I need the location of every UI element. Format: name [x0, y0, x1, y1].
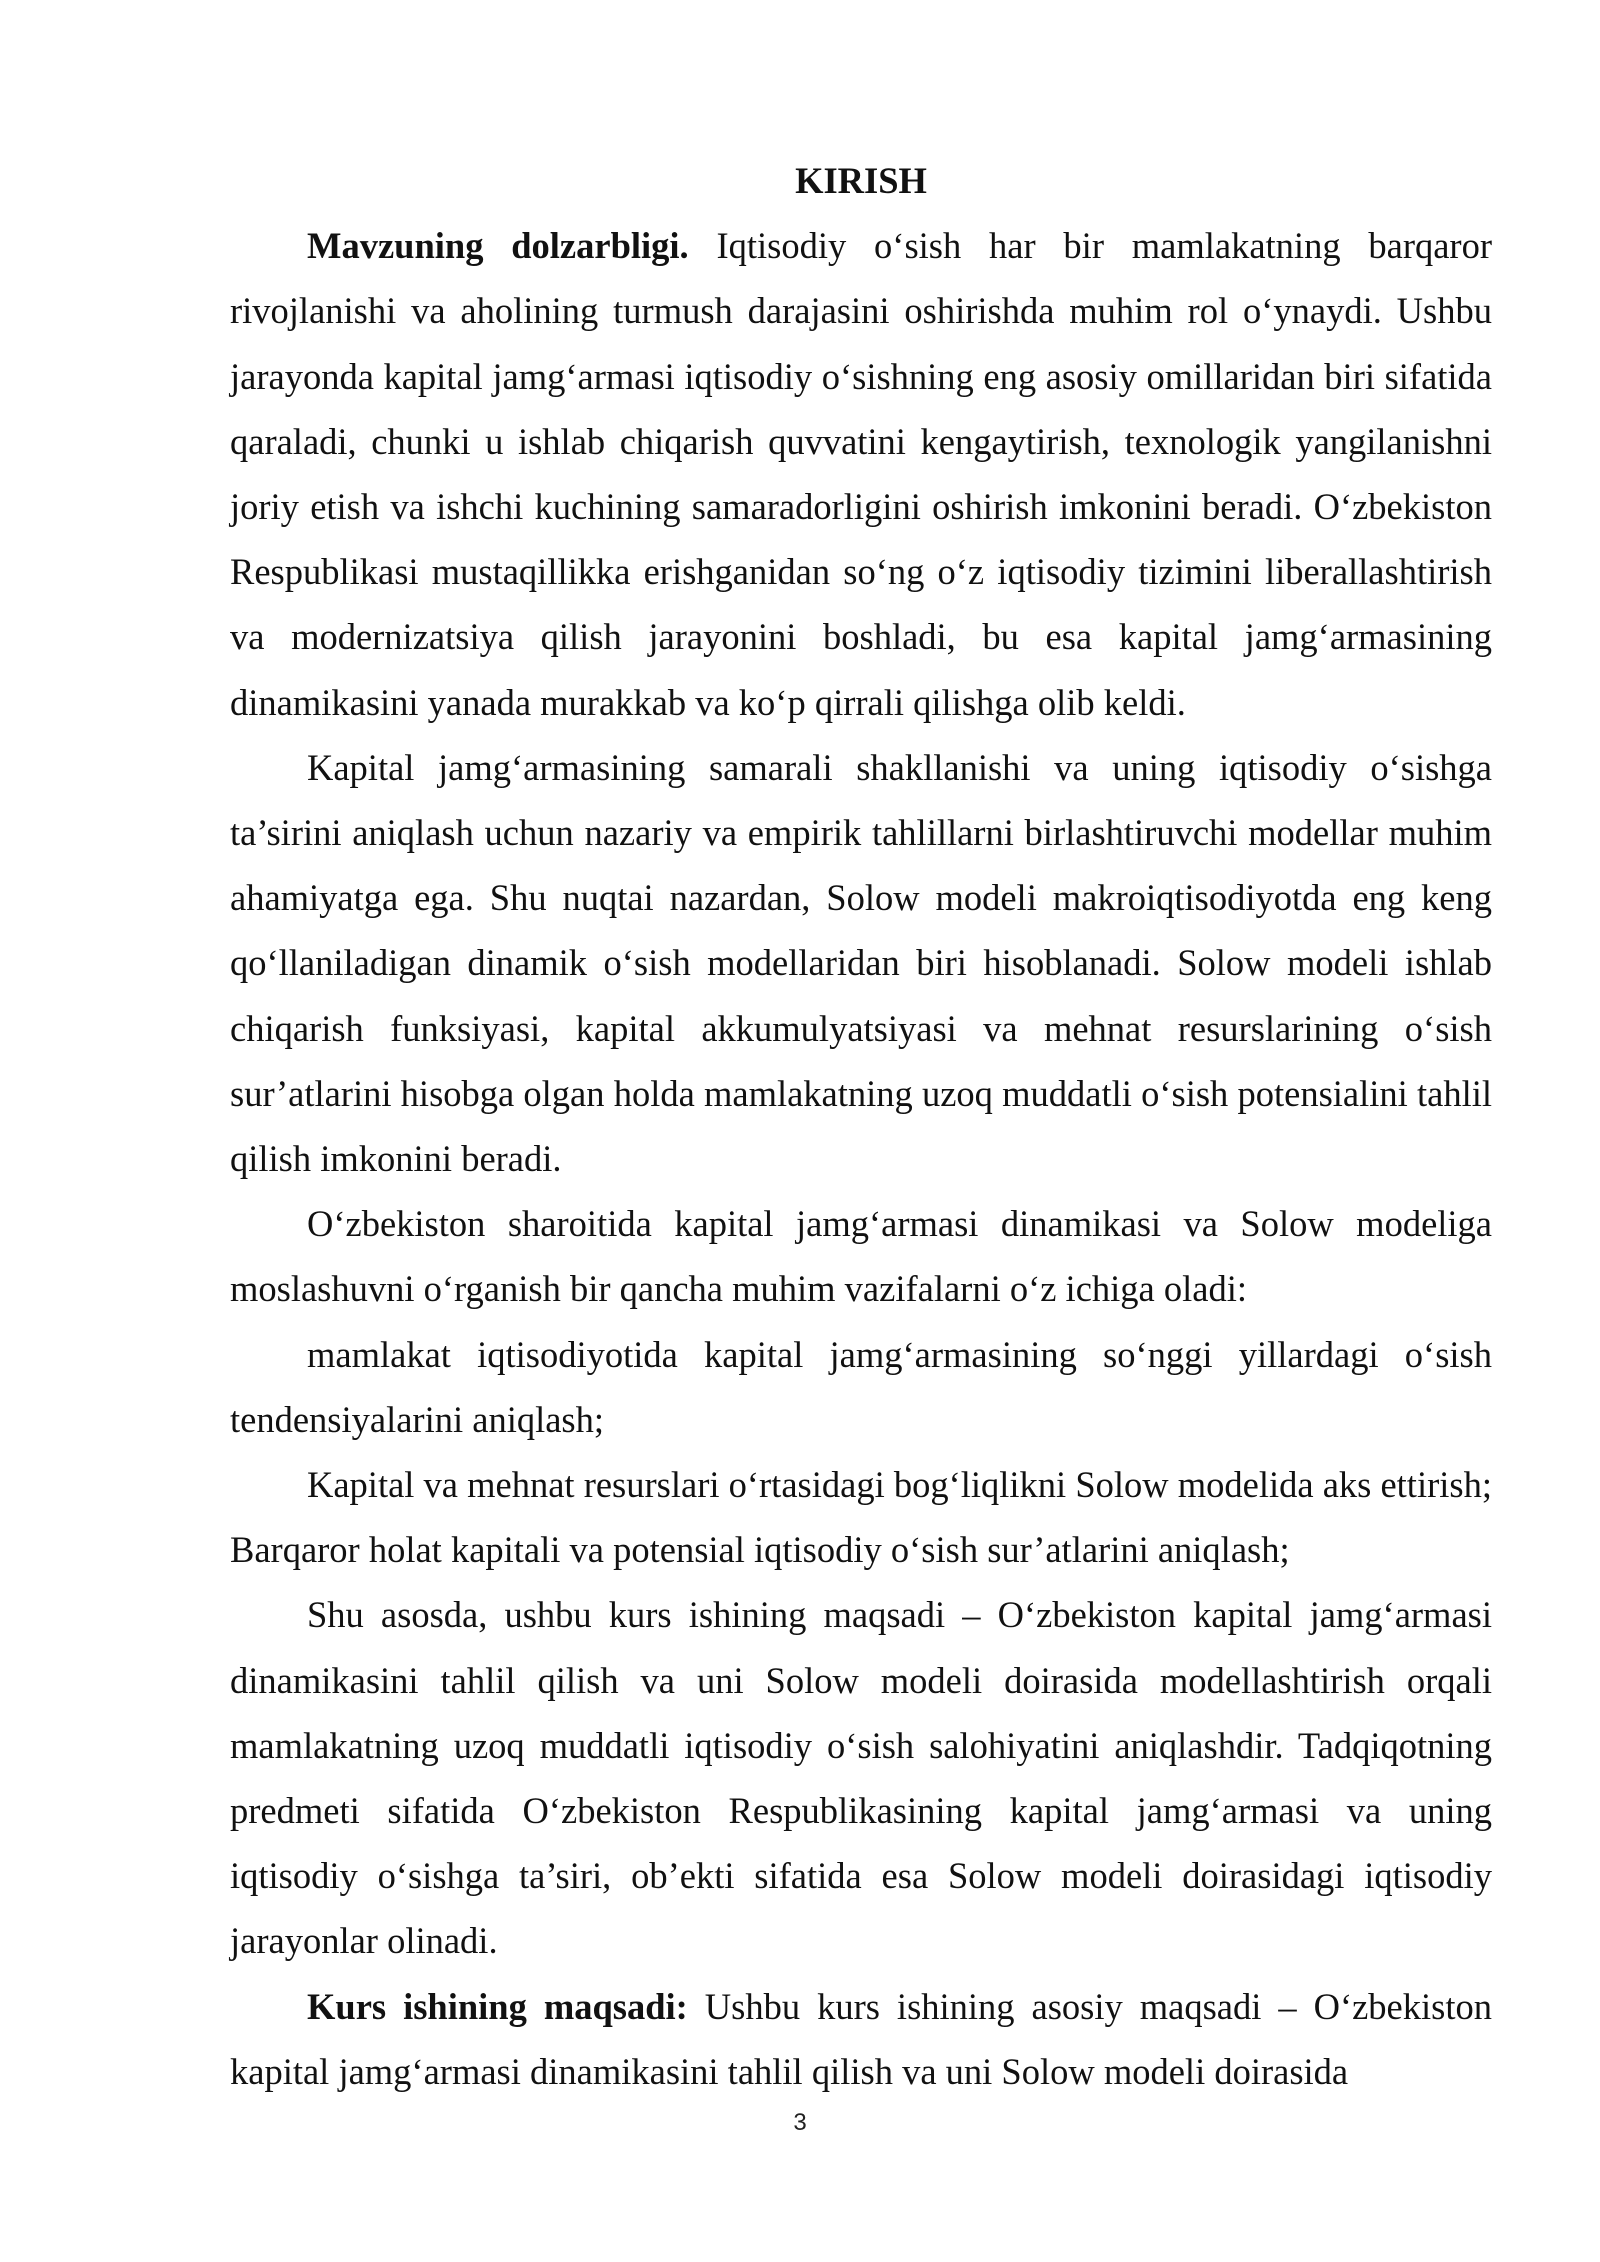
page-body: [230, 148, 1492, 2104]
page-heading: KIRISH: [795, 160, 927, 201]
paragraph-task-1: [230, 1322, 1492, 1452]
paragraph-text: mamlakat iqtisodiyotida kapital jamg‘armasining so‘nggi yillardagi o‘sish tendensiyalarini aniqlash;: [230, 1333, 1492, 1440]
paragraph-text: Kapital jamg‘armasining samarali shakllanishi va uning iqtisodiy o‘sishga ta’sirini aniqlash uchun nazariy va empirik tahlillarni birlashtiruvchi modellar muhim ahamiyatga ega. Shu nuqtai nazardan, Solow modeli makroiqtisodiyotda eng keng qo‘llaniladigan dinamik o‘sish modellaridan biri hisoblanadi. Solow modeli ishlab chiqarish funksiyasi, kapital akkumulyatsiyasi va mehnat resurslarining o‘sish sur’atlarini hisobga olgan holda mamlakatning uzoq muddatli o‘sish potensialini tahlil qilish imkonini beradi.: [230, 746, 1492, 1180]
paragraph-text: Kapital va mehnat resurslari o‘rtasidagi bog‘liqlikni Solow modelida aks ettirish; Barqaror holat kapitali va potensial iqtisodiy o‘sish sur’atlarini aniqlash;: [230, 1464, 1492, 1571]
paragraph-task-2: [230, 1452, 1492, 1582]
paragraph-relevance: [230, 213, 1492, 735]
paragraph-lead: Kurs ishining maqsadi:: [307, 1985, 688, 2027]
paragraph-purpose-subject: [230, 1582, 1492, 1973]
paragraph-lead: Mavzuning dolzarbligi.: [307, 225, 689, 267]
paragraph-text: Shu asosda, ushbu kurs ishining maqsadi – O‘zbekiston kapital jamg‘armasi dinamikasini tahlil qilish va uni Solow modeli doirasida modellashtirish orqali mamlakatning uzoq muddatli iqtisodiy o‘sish salohiyatini aniqlashdir. Tadqiqotning predmeti sifatida O‘zbekiston Respublikasining kapital jamg‘armasi va uning iqtisodiy o‘sishga ta’siri, ob’ekti sifatida esa Solow modeli doirasidagi iqtisodiy jarayonlar olinadi.: [230, 1594, 1492, 1962]
paragraph-tasks-intro: [230, 1191, 1492, 1321]
paragraph-text: Iqtisodiy o‘sish har bir mamlakatning barqaror rivojlanishi va aholining turmush darajasini oshirishda muhim rol o‘ynaydi. Ushbu jarayonda kapital jamg‘armasi iqtisodiy o‘sishning eng asosiy omillaridan biri sifatida qaraladi, chunki u ishlab chiqarish quvvatini kengaytirish, texnologik yangilanishni joriy etish va ishchi kuchining samaradorligini oshirish imkonini beradi. O‘zbekiston Respublikasi mustaqillikka erishganidan so‘ng o‘z iqtisodiy tizimini liberallashtirish va modernizatsiya qilish jarayonini boshladi, bu esa kapital jamg‘armasining dinamikasini yanada murakkab va ko‘p qirrali qilishga olib keldi.: [230, 225, 1492, 723]
paragraph-model-importance: [230, 735, 1492, 1191]
paragraph-course-goal: [230, 1974, 1492, 2104]
paragraph-text: O‘zbekiston sharoitida kapital jamg‘armasi dinamikasi va Solow modeliga moslashuvni o‘rganish bir qancha muhim vazifalarni o‘z ichiga oladi:: [230, 1203, 1492, 1310]
paragraph-text: Ushbu kurs ishining asosiy maqsadi – O‘zbekiston kapital jamg‘armasi dinamikasini tahlil qilish va uni Solow modeli doirasida: [230, 1985, 1492, 2092]
page-number: 3: [793, 2109, 807, 2136]
